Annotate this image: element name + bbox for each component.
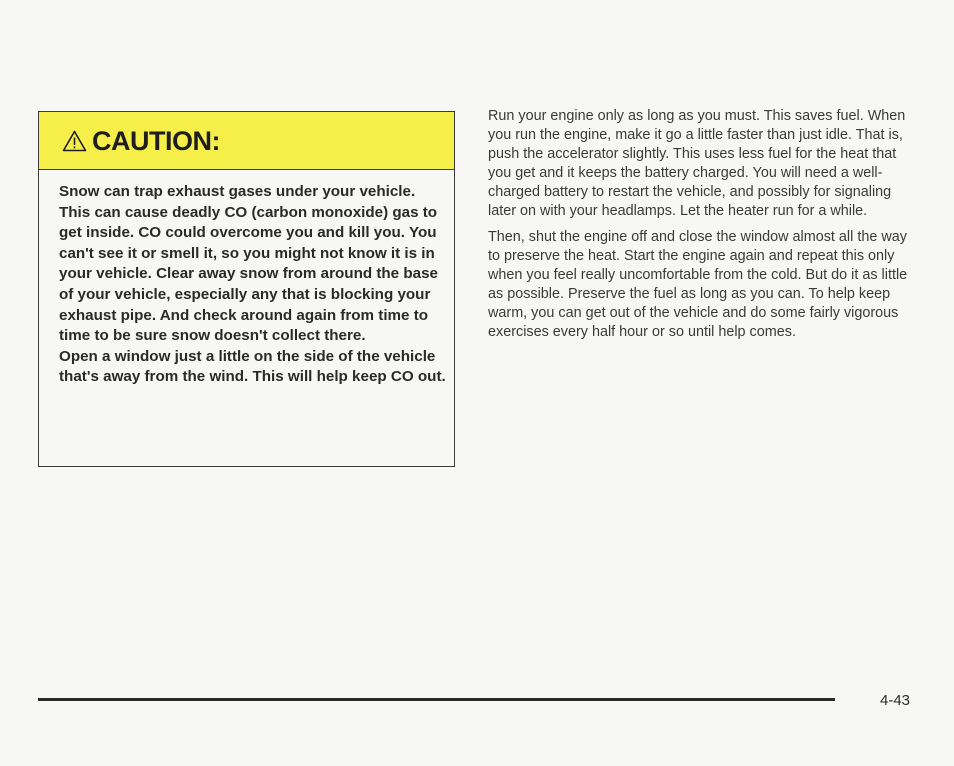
caution-title: CAUTION: bbox=[92, 126, 220, 156]
page-number: 4-43 bbox=[880, 692, 911, 709]
body-text-column bbox=[488, 107, 918, 350]
caution-body bbox=[59, 182, 449, 388]
caution-paragraph: Snow can trap exhaust gases under your vehicle. This can cause deadly CO (carbon monoxide) gas to get inside. CO could overcome you and kill you. You can't see it or smell it, so you might not know it is in your vehicle. Clear away snow from around the base of your vehicle, especially any that is blocking your exhaust pipe. And check around again from time to time to be sure snow doesn't collect there. bbox=[59, 183, 438, 345]
footer-rule bbox=[38, 698, 835, 701]
caution-paragraph: Open a window just a little on the side of the vehicle that's away from the wind. This will help keep CO out. bbox=[59, 347, 446, 386]
caution-header bbox=[39, 112, 454, 170]
caution-box bbox=[38, 111, 455, 467]
body-paragraph: Run your engine only as long as you must. This saves fuel. When you run the engine, make it go a little faster than just idle. That is, push the accelerator slightly. This uses less fuel for the heat that you get and it keeps the battery charged. You will need a well-charged battery to restart the vehicle, and possibly for signaling later on with your headlamps. Let the heater run for a while. bbox=[488, 108, 906, 219]
body-paragraph: Then, shut the engine off and close the window almost all the way to preserve the heat. Start the engine again and repeat this only when you feel really uncomfortable from the cold. But do it as little as possible. Preserve the fuel as long as you can. To help keep warm, you can get out of the vehicle and do some fairly vigorous exercises every half hour or so until help comes. bbox=[488, 229, 908, 340]
warning-triangle-icon bbox=[62, 130, 87, 152]
